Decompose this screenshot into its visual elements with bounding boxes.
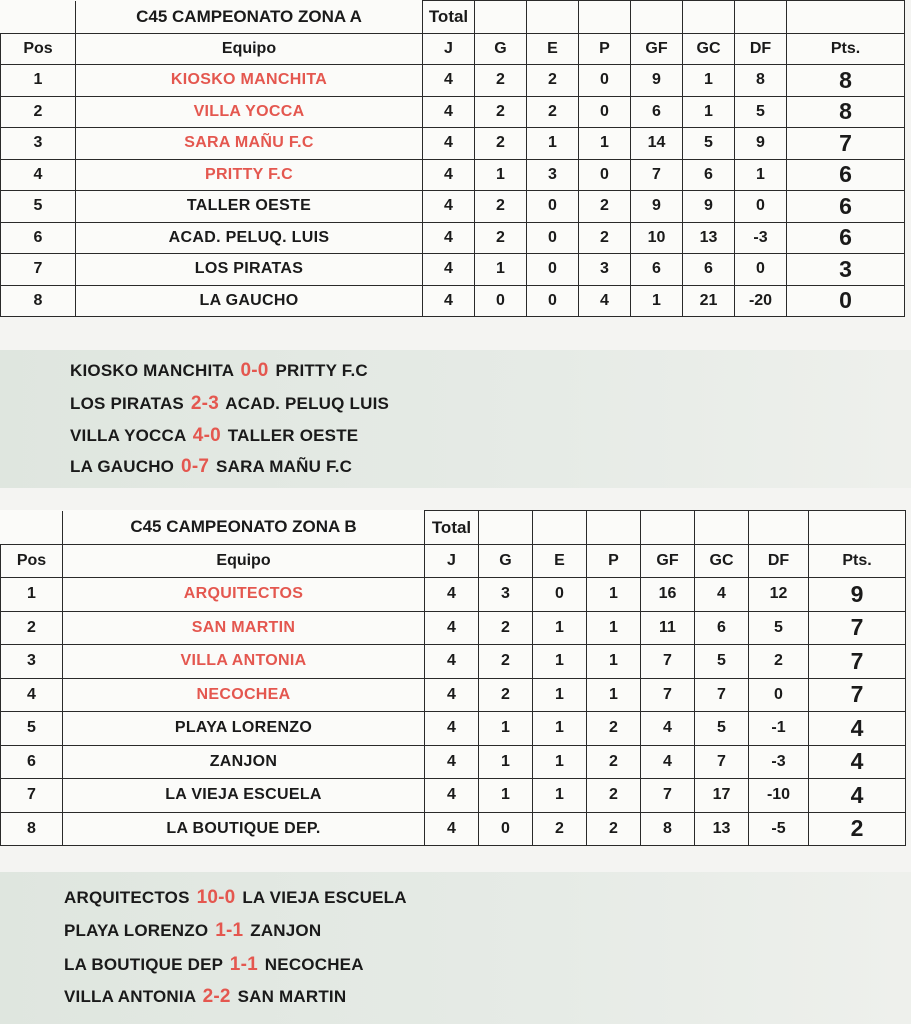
cell-p: 1 [587, 678, 641, 712]
table-row [1, 645, 906, 679]
cell-e: 1 [533, 611, 587, 645]
result-score: 4-0 [192, 425, 221, 446]
cell-team: ZANJON [63, 745, 425, 779]
cell-pos: 6 [1, 222, 76, 254]
cell-p: 1 [587, 645, 641, 679]
zone-a-results [0, 350, 911, 488]
cell-pts: 6 [787, 191, 905, 223]
result-away: TALLER OESTE [227, 426, 359, 445]
cell-p: 2 [587, 712, 641, 746]
cell-gc: 7 [695, 745, 749, 779]
cell-team: TALLER OESTE [76, 191, 423, 223]
cell-p: 0 [579, 65, 631, 97]
table-row [1, 96, 905, 128]
cell-pos: 3 [1, 128, 76, 160]
cell-e: 1 [533, 645, 587, 679]
cell-gc: 1 [683, 96, 735, 128]
cell-pts: 4 [809, 745, 906, 779]
cell-j: 4 [423, 285, 475, 317]
cell-g: 1 [479, 779, 533, 813]
cell-team: SARA MAÑU F.C [76, 128, 423, 160]
header-df: DF [749, 545, 809, 578]
cell-g: 2 [475, 128, 527, 160]
cell-g: 2 [479, 678, 533, 712]
cell-g: 2 [475, 191, 527, 223]
cell-gf: 7 [641, 678, 695, 712]
cell-g: 1 [475, 254, 527, 286]
result-score: 1-1 [229, 954, 258, 975]
cell-e: 0 [527, 254, 579, 286]
cell-pos: 6 [1, 745, 63, 779]
header-gf: GF [631, 34, 683, 65]
header-g: G [475, 34, 527, 65]
cell-gf: 7 [641, 779, 695, 813]
result-score: 2-2 [202, 986, 231, 1007]
cell-gc: 4 [695, 578, 749, 612]
cell-pts: 6 [787, 222, 905, 254]
cell-pos: 2 [1, 611, 63, 645]
cell-gc: 7 [695, 678, 749, 712]
cell-df: 1 [735, 159, 787, 191]
result-away: SARA MAÑU F.C [216, 457, 353, 476]
cell-df: -20 [735, 285, 787, 317]
cell-df: 9 [735, 128, 787, 160]
zone-b-section [0, 510, 911, 850]
cell-e: 0 [527, 222, 579, 254]
cell-g: 2 [475, 65, 527, 97]
result-home: PLAYA LORENZO [64, 921, 209, 940]
header-g: G [479, 545, 533, 578]
result-home: LOS PIRATAS [70, 394, 184, 413]
result-line [64, 954, 364, 976]
cell-p: 0 [579, 96, 631, 128]
cell-e: 2 [527, 96, 579, 128]
cell-e: 1 [533, 779, 587, 813]
cell-j: 4 [423, 254, 475, 286]
cell-pos: 5 [1, 191, 76, 223]
result-line [64, 986, 346, 1008]
cell-g: 3 [479, 578, 533, 612]
cell-gc: 17 [695, 779, 749, 813]
table-row [1, 128, 905, 160]
cell-team: LA VIEJA ESCUELA [63, 779, 425, 813]
cell-pos: 3 [1, 645, 63, 679]
cell-e: 1 [533, 745, 587, 779]
cell-gc: 5 [683, 128, 735, 160]
result-score: 0-7 [181, 456, 210, 477]
header-pos: Pos [1, 545, 63, 578]
cell-j: 4 [425, 779, 479, 813]
cell-pos: 7 [1, 779, 63, 813]
cell-pts: 4 [809, 779, 906, 813]
cell-df: -1 [749, 712, 809, 746]
cell-e: 3 [527, 159, 579, 191]
cell-p: 4 [579, 285, 631, 317]
zone-a-header-row [1, 34, 905, 65]
result-home: KIOSKO MANCHITA [70, 361, 234, 380]
table-row [1, 812, 906, 846]
cell-gf: 4 [641, 712, 695, 746]
cell-gf: 1 [631, 285, 683, 317]
cell-pts: 8 [787, 96, 905, 128]
zone-a-title-row [1, 1, 905, 34]
cell-df: 0 [735, 254, 787, 286]
header-e: E [533, 545, 587, 578]
cell-e: 0 [527, 191, 579, 223]
cell-j: 4 [425, 678, 479, 712]
cell-gf: 14 [631, 128, 683, 160]
zone-b-title-row [1, 511, 906, 545]
cell-team: NECOCHEA [63, 678, 425, 712]
cell-pts: 7 [809, 678, 906, 712]
cell-p: 2 [587, 779, 641, 813]
zone-a-standings-table [0, 0, 905, 317]
cell-j: 4 [425, 578, 479, 612]
result-score: 1-1 [215, 920, 244, 941]
result-line [70, 425, 358, 447]
result-score: 2-3 [190, 393, 219, 414]
result-away: NECOCHEA [264, 955, 364, 974]
cell-p: 0 [579, 159, 631, 191]
cell-gf: 8 [641, 812, 695, 846]
cell-gf: 6 [631, 96, 683, 128]
cell-g: 1 [475, 159, 527, 191]
cell-pos: 4 [1, 159, 76, 191]
cell-gc: 5 [695, 712, 749, 746]
cell-j: 4 [425, 812, 479, 846]
header-j: J [425, 545, 479, 578]
cell-gc: 1 [683, 65, 735, 97]
header-p: P [579, 34, 631, 65]
cell-gc: 6 [695, 611, 749, 645]
cell-j: 4 [423, 159, 475, 191]
cell-pos: 8 [1, 812, 63, 846]
cell-pts: 7 [809, 611, 906, 645]
header-p: P [587, 545, 641, 578]
cell-gc: 13 [683, 222, 735, 254]
cell-g: 2 [475, 222, 527, 254]
cell-gf: 7 [641, 645, 695, 679]
cell-g: 2 [479, 611, 533, 645]
cell-df: 8 [735, 65, 787, 97]
cell-df: -3 [735, 222, 787, 254]
cell-p: 2 [579, 222, 631, 254]
cell-pos: 2 [1, 96, 76, 128]
cell-pts: 9 [809, 578, 906, 612]
zone-b-total-label: Total [425, 511, 479, 545]
header-e: E [527, 34, 579, 65]
cell-pos: 1 [1, 578, 63, 612]
cell-e: 2 [527, 65, 579, 97]
cell-team: ARQUITECTOS [63, 578, 425, 612]
result-home: LA GAUCHO [70, 457, 175, 476]
header-df: DF [735, 34, 787, 65]
table-row [1, 779, 906, 813]
header-pos: Pos [1, 34, 76, 65]
cell-e: 2 [533, 812, 587, 846]
cell-df: 0 [735, 191, 787, 223]
cell-gf: 9 [631, 191, 683, 223]
zone-b-results [0, 872, 911, 1024]
cell-team: PRITTY F.C [76, 159, 423, 191]
cell-gc: 21 [683, 285, 735, 317]
table-row [1, 611, 906, 645]
zone-a-total-label: Total [423, 1, 475, 34]
zone-b-title: C45 CAMPEONATO ZONA B [63, 511, 425, 545]
result-score: 0-0 [240, 360, 269, 381]
cell-gf: 6 [631, 254, 683, 286]
table-row [1, 745, 906, 779]
cell-gf: 11 [641, 611, 695, 645]
cell-p: 1 [579, 128, 631, 160]
cell-team: LOS PIRATAS [76, 254, 423, 286]
cell-team: LA GAUCHO [76, 285, 423, 317]
cell-gc: 13 [695, 812, 749, 846]
header-j: J [423, 34, 475, 65]
zone-a-section [0, 0, 911, 335]
cell-j: 4 [423, 96, 475, 128]
cell-p: 2 [587, 812, 641, 846]
cell-df: 5 [749, 611, 809, 645]
result-away: ZANJON [250, 921, 322, 940]
cell-pos: 5 [1, 712, 63, 746]
result-score: 10-0 [196, 887, 236, 908]
table-row [1, 578, 906, 612]
cell-pts: 2 [809, 812, 906, 846]
zone-b-header-row [1, 545, 906, 578]
table-row [1, 222, 905, 254]
result-line [64, 887, 407, 909]
cell-team: SAN MARTIN [63, 611, 425, 645]
cell-p: 1 [587, 611, 641, 645]
cell-df: 12 [749, 578, 809, 612]
cell-p: 1 [587, 578, 641, 612]
cell-j: 4 [425, 712, 479, 746]
cell-gf: 10 [631, 222, 683, 254]
cell-pos: 4 [1, 678, 63, 712]
cell-df: 5 [735, 96, 787, 128]
cell-p: 3 [579, 254, 631, 286]
cell-gc: 5 [695, 645, 749, 679]
cell-df: 0 [749, 678, 809, 712]
zone-b-standings-table [0, 510, 906, 846]
result-line [70, 456, 352, 478]
result-line [64, 920, 321, 942]
cell-j: 4 [425, 645, 479, 679]
cell-team: ACAD. PELUQ. LUIS [76, 222, 423, 254]
result-line [70, 360, 368, 382]
result-line [70, 393, 389, 415]
result-home: ARQUITECTOS [64, 888, 190, 907]
cell-df: 2 [749, 645, 809, 679]
cell-pts: 0 [787, 285, 905, 317]
cell-gf: 7 [631, 159, 683, 191]
table-row [1, 191, 905, 223]
result-away: PRITTY F.C [275, 361, 368, 380]
cell-pts: 8 [787, 65, 905, 97]
cell-g: 2 [479, 645, 533, 679]
cell-pts: 7 [809, 645, 906, 679]
cell-j: 4 [423, 128, 475, 160]
cell-df: -10 [749, 779, 809, 813]
result-away: SAN MARTIN [237, 987, 347, 1006]
header-team: Equipo [63, 545, 425, 578]
cell-team: KIOSKO MANCHITA [76, 65, 423, 97]
cell-gf: 9 [631, 65, 683, 97]
cell-pts: 3 [787, 254, 905, 286]
cell-gf: 4 [641, 745, 695, 779]
cell-pts: 6 [787, 159, 905, 191]
cell-pos: 8 [1, 285, 76, 317]
cell-team: VILLA YOCCA [76, 96, 423, 128]
cell-e: 1 [527, 128, 579, 160]
cell-j: 4 [423, 222, 475, 254]
cell-df: -3 [749, 745, 809, 779]
cell-p: 2 [587, 745, 641, 779]
header-team: Equipo [76, 34, 423, 65]
cell-j: 4 [423, 65, 475, 97]
cell-team: VILLA ANTONIA [63, 645, 425, 679]
table-row [1, 65, 905, 97]
cell-pos: 7 [1, 254, 76, 286]
table-row [1, 285, 905, 317]
cell-g: 2 [475, 96, 527, 128]
result-home: VILLA ANTONIA [64, 987, 196, 1006]
cell-p: 2 [579, 191, 631, 223]
result-home: LA BOUTIQUE DEP [64, 955, 223, 974]
header-pts: Pts. [787, 34, 905, 65]
cell-g: 0 [475, 285, 527, 317]
header-gc: GC [695, 545, 749, 578]
cell-e: 1 [533, 712, 587, 746]
table-row [1, 678, 906, 712]
cell-g: 1 [479, 745, 533, 779]
header-gc: GC [683, 34, 735, 65]
cell-gc: 6 [683, 159, 735, 191]
zone-a-title: C45 CAMPEONATO ZONA A [76, 1, 423, 34]
cell-e: 0 [527, 285, 579, 317]
cell-gc: 6 [683, 254, 735, 286]
cell-j: 4 [425, 611, 479, 645]
result-away: ACAD. PELUQ LUIS [225, 394, 390, 413]
cell-pos: 1 [1, 65, 76, 97]
cell-g: 0 [479, 812, 533, 846]
cell-gf: 16 [641, 578, 695, 612]
header-gf: GF [641, 545, 695, 578]
header-pts: Pts. [809, 545, 906, 578]
table-row [1, 712, 906, 746]
cell-j: 4 [423, 191, 475, 223]
cell-e: 0 [533, 578, 587, 612]
cell-j: 4 [425, 745, 479, 779]
table-row [1, 159, 905, 191]
cell-pts: 4 [809, 712, 906, 746]
cell-e: 1 [533, 678, 587, 712]
cell-team: LA BOUTIQUE DEP. [63, 812, 425, 846]
cell-team: PLAYA LORENZO [63, 712, 425, 746]
cell-gc: 9 [683, 191, 735, 223]
result-away: LA VIEJA ESCUELA [242, 888, 407, 907]
cell-g: 1 [479, 712, 533, 746]
result-home: VILLA YOCCA [70, 426, 186, 445]
cell-pts: 7 [787, 128, 905, 160]
table-row [1, 254, 905, 286]
cell-df: -5 [749, 812, 809, 846]
